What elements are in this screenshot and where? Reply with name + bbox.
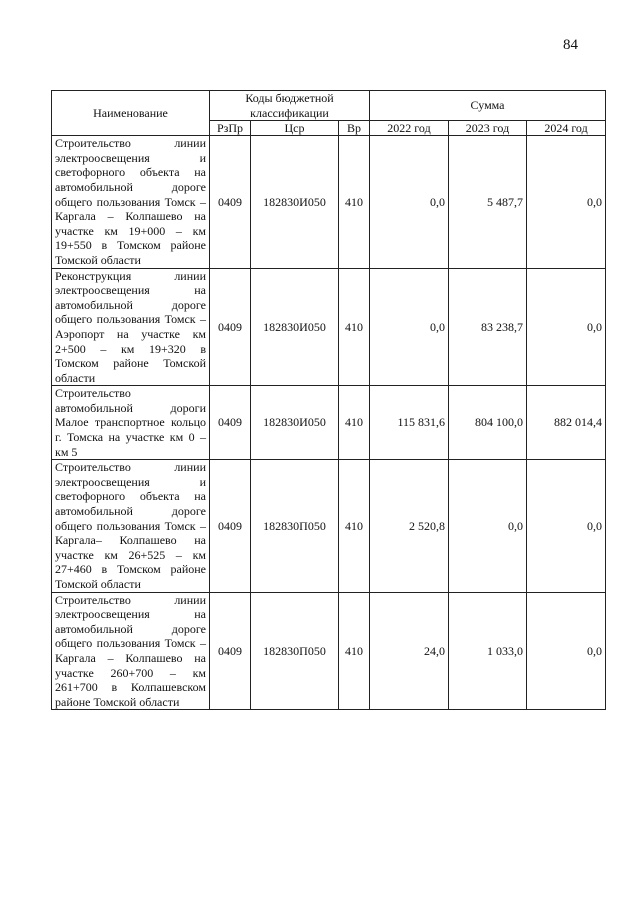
table-row xyxy=(52,136,606,268)
header-rzpr: РзПр xyxy=(210,121,251,136)
header-name: Наименование xyxy=(52,91,210,136)
header-vr: Вр xyxy=(339,121,370,136)
row-rzpr: 0409 xyxy=(210,386,251,460)
row-2024: 0,0 xyxy=(527,592,606,710)
page-number: 84 xyxy=(563,37,578,53)
row-2024: 0,0 xyxy=(527,268,606,386)
row-vr: 410 xyxy=(339,386,370,460)
row-csr: 182830И050 xyxy=(251,136,339,268)
row-rzpr: 0409 xyxy=(210,460,251,592)
row-2022: 0,0 xyxy=(370,268,449,386)
header-2022: 2022 год xyxy=(370,121,449,136)
row-2024: 0,0 xyxy=(527,460,606,592)
row-vr: 410 xyxy=(339,268,370,386)
row-2023: 5 487,7 xyxy=(449,136,527,268)
row-csr: 182830П050 xyxy=(251,592,339,710)
row-2024: 882 014,4 xyxy=(527,386,606,460)
header-csr: Цср xyxy=(251,121,339,136)
table-row xyxy=(52,268,606,386)
row-2023: 804 100,0 xyxy=(449,386,527,460)
table-row xyxy=(52,460,606,592)
row-2023: 0,0 xyxy=(449,460,527,592)
row-2024: 0,0 xyxy=(527,136,606,268)
row-rzpr: 0409 xyxy=(210,136,251,268)
row-2022: 115 831,6 xyxy=(370,386,449,460)
row-2023: 1 033,0 xyxy=(449,592,527,710)
header-2024: 2024 год xyxy=(527,121,606,136)
row-csr: 182830П050 xyxy=(251,460,339,592)
table-row xyxy=(52,386,606,460)
budget-table xyxy=(51,90,606,710)
header-codes: Коды бюджетной классификации xyxy=(210,91,370,121)
row-rzpr: 0409 xyxy=(210,592,251,710)
row-name: Строительство автомобильной дороги Малое транспортное кольцо г. Томска на участке км 0 – км 5 xyxy=(52,386,210,460)
header-sum: Сумма xyxy=(370,91,606,121)
row-2022: 0,0 xyxy=(370,136,449,268)
row-vr: 410 xyxy=(339,460,370,592)
row-2022: 2 520,8 xyxy=(370,460,449,592)
table-row xyxy=(52,592,606,710)
row-name: Реконструкция линии электроосвещения на автомобильной дороге общего пользования Томск – Аэропорт на участке км 2+500 – км 19+320 в Томском районе Томской области xyxy=(52,268,210,386)
row-2022: 24,0 xyxy=(370,592,449,710)
row-vr: 410 xyxy=(339,592,370,710)
row-vr: 410 xyxy=(339,136,370,268)
row-csr: 182830И050 xyxy=(251,268,339,386)
header-2023: 2023 год xyxy=(449,121,527,136)
row-rzpr: 0409 xyxy=(210,268,251,386)
row-name: Строительство линии электроосвещения и светофорного объекта на автомобильной дороге общего пользования Томск – Каргала – Колпашево на участке км 19+000 – км 19+550 в Томском районе Томской области xyxy=(52,136,210,268)
row-name: Строительство линии электроосвещения и светофорного объекта на автомобильной дороге общего пользования Томск – Каргала– Колпашево на участке км 26+525 – км 27+460 в Томском районе Томской области xyxy=(52,460,210,592)
row-name: Строительство линии электроосвещения на автомобильной дороге общего пользования Томск – Каргала – Колпашево на участке 260+700 – км 261+700 в Колпашевском районе Томской области xyxy=(52,592,210,710)
row-csr: 182830И050 xyxy=(251,386,339,460)
row-2023: 83 238,7 xyxy=(449,268,527,386)
